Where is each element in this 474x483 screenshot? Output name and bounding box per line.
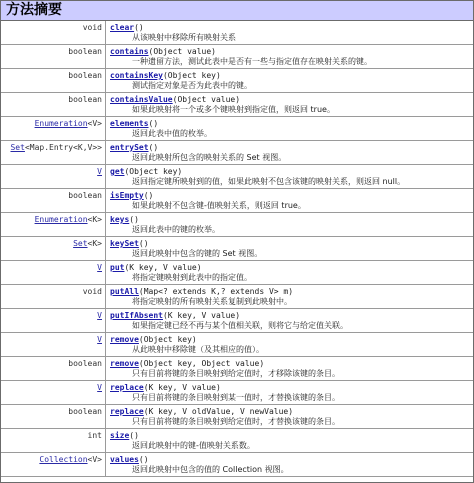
method-name-link[interactable]: elements (110, 119, 149, 128)
table-row (1, 309, 473, 333)
method-signature (110, 455, 471, 465)
method-description: 如果指定键已经不再与某个值相关联，则将它与给定值关联。 (132, 321, 348, 330)
method-name-link[interactable]: replace (110, 383, 144, 392)
method-cell (110, 165, 471, 188)
method-description: 将指定键映射到此表中的指定值。 (132, 273, 252, 282)
method-signature (110, 23, 471, 33)
return-type-cell (1, 141, 106, 164)
method-signature (110, 287, 471, 297)
method-signature (110, 119, 471, 129)
method-name-link[interactable]: values (110, 455, 139, 464)
method-name-link[interactable]: contains (110, 47, 149, 56)
method-cell (110, 333, 471, 356)
method-cell (110, 309, 471, 332)
method-signature (110, 191, 471, 201)
table-row (1, 165, 473, 189)
method-name-link[interactable]: get (110, 167, 125, 176)
table-row (1, 213, 473, 237)
method-name-link[interactable]: clear (110, 23, 135, 32)
method-name-link[interactable]: put (110, 263, 125, 272)
table-row (1, 69, 473, 93)
return-type-cell (1, 165, 106, 188)
method-signature (110, 263, 471, 273)
method-cell (110, 285, 471, 308)
return-type-link[interactable]: V (97, 167, 102, 176)
method-name-link[interactable]: containsKey (110, 71, 163, 80)
method-signature (110, 47, 471, 57)
table-row (1, 285, 473, 309)
method-parameters: () (134, 23, 144, 32)
method-parameters: () (148, 119, 159, 128)
method-description: 返回此映射中的键-值映射关系数。 (132, 441, 255, 450)
return-type-text: boolean (68, 407, 102, 416)
return-type-link[interactable]: Set (73, 239, 88, 248)
method-name-link[interactable]: putAll (110, 287, 139, 296)
method-name-link[interactable]: replace (110, 407, 144, 416)
return-type-link[interactable]: Enumeration (34, 215, 88, 224)
method-cell (110, 141, 471, 164)
return-type-cell (1, 261, 106, 284)
return-type-cell (1, 189, 106, 212)
method-cell (110, 429, 471, 452)
return-type-cell (1, 117, 106, 140)
return-type-link[interactable]: V (97, 311, 102, 320)
return-type-cell (1, 429, 106, 452)
method-signature (110, 215, 471, 225)
return-type-link[interactable]: V (97, 383, 102, 392)
return-type-cell (1, 381, 106, 404)
return-type-link[interactable]: V (97, 263, 102, 272)
method-cell (110, 213, 471, 236)
method-cell (110, 93, 471, 116)
method-cell (110, 69, 471, 92)
method-signature (110, 383, 471, 393)
method-cell (110, 45, 471, 68)
method-parameters: (Object value) (148, 47, 216, 56)
return-type-text: boolean (68, 71, 102, 80)
table-row (1, 381, 473, 405)
method-rows (1, 21, 473, 477)
method-name-link[interactable]: remove (110, 359, 139, 368)
return-type-cell (1, 69, 106, 92)
return-type-cell (1, 333, 106, 356)
method-parameters: (Object value) (172, 95, 241, 104)
method-name-link[interactable]: containsValue (110, 95, 173, 104)
return-type-link[interactable]: V (97, 335, 102, 344)
method-signature (110, 311, 471, 321)
method-parameters: () (129, 215, 139, 224)
method-signature (110, 95, 471, 105)
method-description: 返回此表中的键的枚举。 (132, 225, 220, 234)
return-type-generic: <K> (87, 215, 102, 224)
method-description: 从此映射中移除键（及其相应的值）。 (132, 345, 264, 354)
method-name-link[interactable]: entrySet (110, 143, 149, 152)
method-cell (110, 381, 471, 404)
return-type-cell (1, 453, 106, 476)
method-cell (110, 261, 471, 284)
method-description: 返回此表中值的枚举。 (132, 129, 212, 138)
return-type-text: boolean (68, 191, 102, 200)
method-signature (110, 359, 471, 369)
method-name-link[interactable]: remove (110, 335, 139, 344)
return-type-generic: <Map.Entry<K,V>> (24, 143, 102, 152)
return-type-text: boolean (68, 95, 102, 104)
method-name-link[interactable]: isEmpty (110, 191, 144, 200)
method-parameters: () (138, 455, 149, 464)
return-type-link[interactable]: Enumeration (34, 119, 88, 128)
table-row (1, 453, 473, 477)
method-signature (110, 239, 471, 249)
return-type-cell (1, 237, 106, 260)
return-type-text: void (82, 23, 102, 32)
table-title: 方法摘要 (1, 1, 473, 21)
method-name-link[interactable]: keySet (110, 239, 139, 248)
table-row (1, 21, 473, 45)
method-parameters: () (148, 143, 159, 152)
method-parameters: (K key, V value) (162, 311, 241, 320)
method-description: 如果此映射将一个或多个键映射到指定值，则返回 true。 (132, 105, 335, 114)
method-cell (110, 117, 471, 140)
return-type-generic: <K> (87, 239, 102, 248)
method-description: 将指定映射的所有映射关系复制到此映射中。 (132, 297, 292, 306)
table-row (1, 429, 473, 453)
method-cell (110, 21, 471, 44)
table-row (1, 405, 473, 429)
method-cell (110, 357, 471, 380)
return-type-cell (1, 309, 106, 332)
method-parameters: () (138, 239, 149, 248)
method-signature (110, 167, 471, 177)
method-description: 只有目前将键的条目映射到某一值时，才替换该键的条目。 (132, 393, 340, 402)
method-description: 返回此映射所包含的映射关系的 Set 视图。 (132, 153, 287, 162)
return-type-text: int (87, 431, 102, 440)
method-parameters: () (129, 431, 139, 440)
return-type-generic: <V> (87, 119, 102, 128)
method-description: 从该映射中移除所有映射关系 (132, 33, 236, 42)
method-parameters: (Object key) (162, 71, 221, 80)
method-name-link[interactable]: keys (110, 215, 130, 224)
method-signature (110, 335, 471, 345)
return-type-text: boolean (68, 359, 102, 368)
method-description: 一种遗留方法，测试此表中是否有一些与指定值存在映射关系的键。 (132, 57, 372, 66)
return-type-cell (1, 45, 106, 68)
table-row (1, 237, 473, 261)
method-parameters: (K key, V value) (143, 383, 221, 392)
return-type-cell (1, 21, 106, 44)
return-type-text: void (82, 287, 102, 296)
method-parameters: (Object key) (138, 335, 197, 344)
method-name-link[interactable]: putIfAbsent (110, 311, 163, 320)
method-cell (110, 237, 471, 260)
return-type-text: boolean (68, 47, 102, 56)
return-type-cell (1, 405, 106, 428)
table-row (1, 189, 473, 213)
return-type-link[interactable]: Collection (39, 455, 88, 464)
return-type-cell (1, 93, 106, 116)
method-description: 返回此映射中包含的值的 Collection 视图。 (132, 465, 289, 474)
method-parameters: (K key, V oldValue, V newValue) (143, 407, 294, 416)
table-row (1, 45, 473, 69)
method-cell (110, 405, 471, 428)
method-description: 只有目前将键的条目映射到给定值时，才替换该键的条目。 (132, 417, 340, 426)
method-parameters: (Map<? extends K,? extends V> m) (138, 287, 294, 296)
method-parameters: (Object key, Object value) (138, 359, 265, 368)
method-name-link[interactable]: size (110, 431, 130, 440)
method-description: 返回指定键所映射到的值，如果此映射不包含该键的映射关系，则返回 null。 (132, 177, 406, 186)
return-type-cell (1, 357, 106, 380)
method-signature (110, 143, 471, 153)
method-description: 如果此映射不包含键-值映射关系，则返回 true。 (132, 201, 306, 210)
table-row (1, 93, 473, 117)
method-cell (110, 453, 471, 476)
table-row (1, 117, 473, 141)
return-type-link[interactable]: Set (10, 143, 25, 152)
return-type-cell (1, 285, 106, 308)
table-row (1, 261, 473, 285)
method-description: 只有目前将键的条目映射到给定值时，才移除该键的条目。 (132, 369, 340, 378)
return-type-cell (1, 213, 106, 236)
table-row (1, 141, 473, 165)
method-parameters: (K key, V value) (124, 263, 202, 272)
method-parameters: () (143, 191, 154, 200)
method-parameters: (Object key) (124, 167, 183, 176)
method-signature (110, 71, 471, 81)
method-signature (110, 431, 471, 441)
method-cell (110, 189, 471, 212)
method-description: 测试指定对象是否为此表中的键。 (132, 81, 252, 90)
table-row (1, 357, 473, 381)
table-row (1, 333, 473, 357)
method-description: 返回此映射中包含的键的 Set 视图。 (132, 249, 263, 258)
return-type-generic: <V> (87, 455, 102, 464)
method-signature (110, 407, 471, 417)
